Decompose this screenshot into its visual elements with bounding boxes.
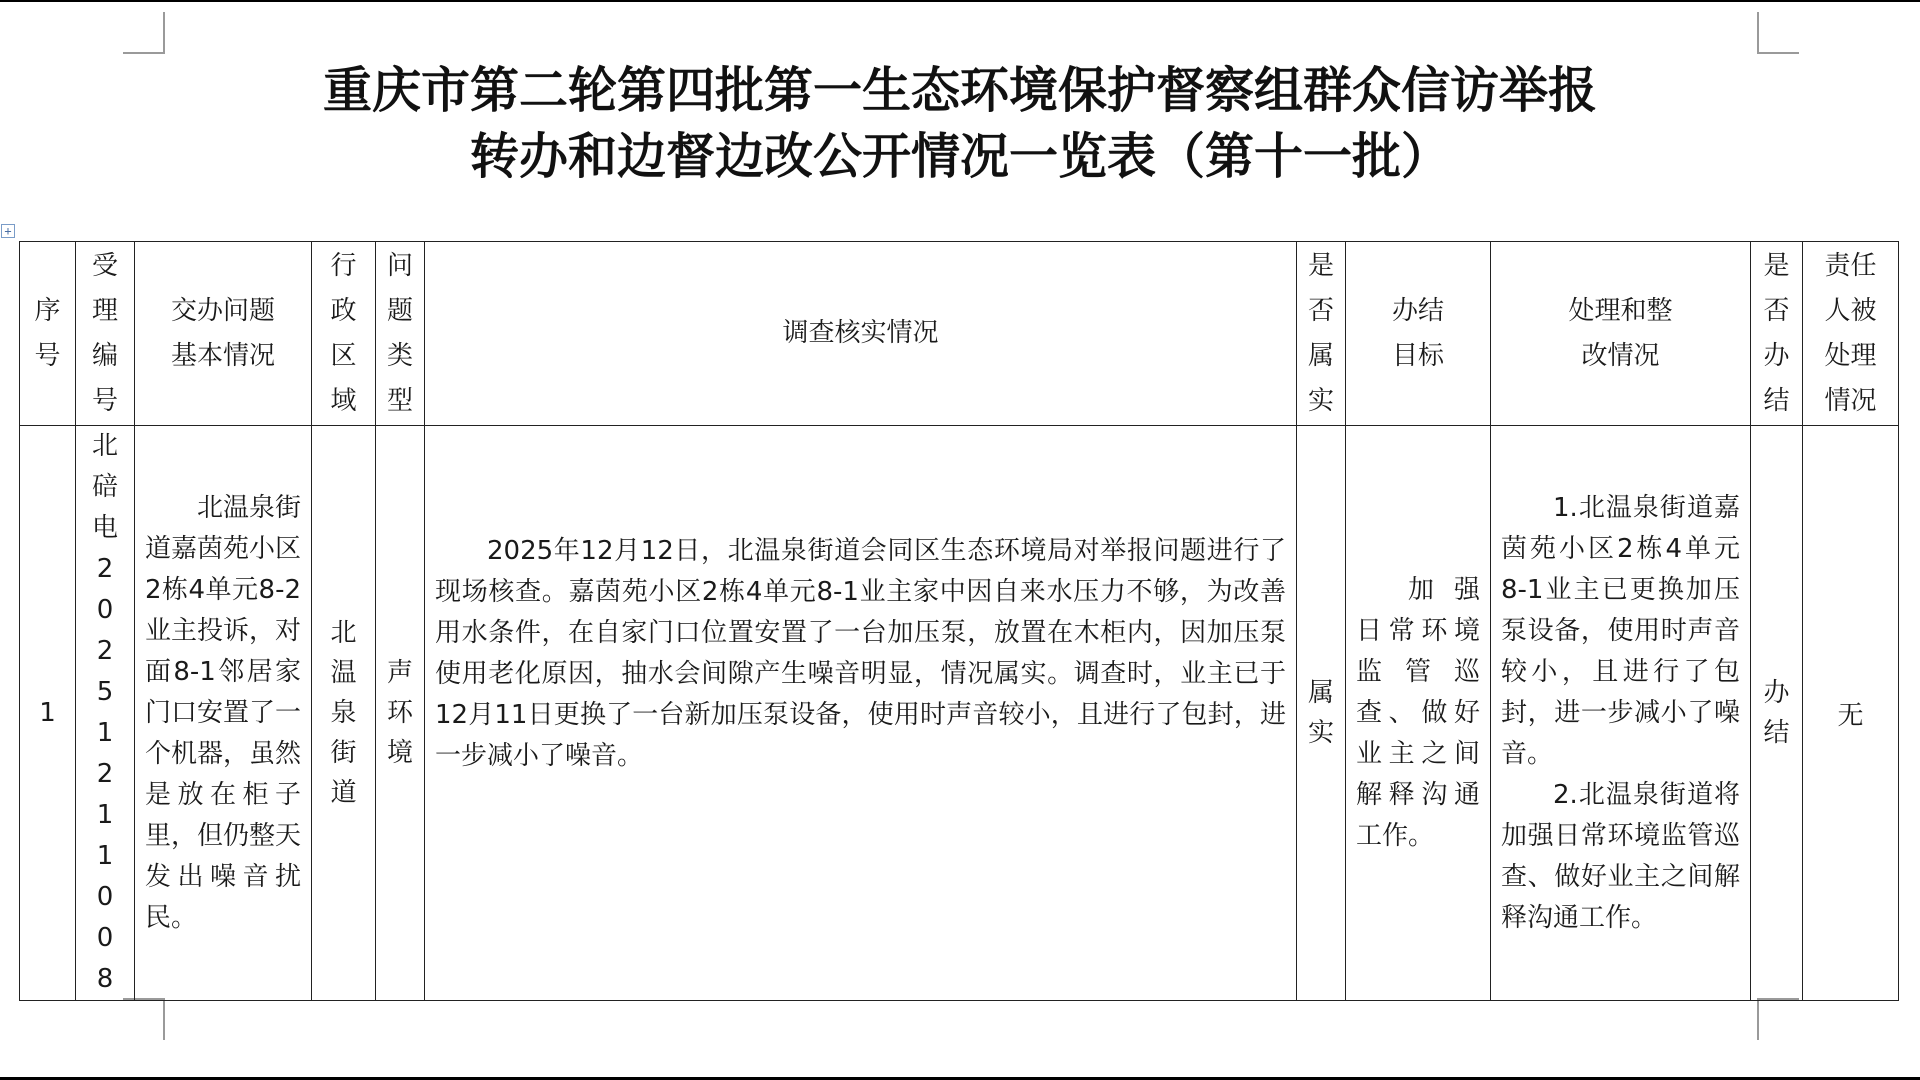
header-closed-text: 是否办结	[1763, 250, 1790, 416]
row-closed	[1751, 426, 1803, 1001]
header-seq	[20, 242, 76, 426]
row-investigation	[425, 426, 1297, 1001]
row-handling-text-1: 1.北温泉街道嘉茵苑小区2栋4单元8-1业主已更换加压泵设备，使用时声音较小，且进行了包封，进一步减小了噪音。	[1501, 492, 1740, 769]
row-case-no-text: 北碚电20251211008	[91, 431, 118, 994]
title-line-2: 转办和边督边改公开情况一览表（第十一批）	[469, 128, 1450, 185]
row-closed-text: 办结	[1763, 678, 1790, 748]
header-accountability	[1803, 242, 1899, 426]
header-seq-text: 序号	[34, 295, 61, 371]
header-type	[376, 242, 425, 426]
row-verified-text: 属实	[1308, 678, 1335, 748]
header-issue-text: 交办问题基本情况	[171, 295, 276, 371]
table-move-handle-icon[interactable]: +	[1, 224, 15, 238]
header-handling-text: 处理和整改情况	[1568, 295, 1673, 371]
top-border	[0, 0, 1920, 2]
row-case-no	[76, 426, 135, 1001]
row-region-text: 北温泉街道	[330, 618, 357, 808]
header-target-text: 办结目标	[1392, 295, 1445, 371]
title-line-1: 重庆市第二轮第四批第一生态环境保护督察组群众信访举报	[322, 62, 1597, 119]
document-title	[0, 58, 1920, 190]
header-region-text: 行政区域	[330, 250, 357, 416]
row-region	[312, 426, 376, 1001]
header-handling	[1491, 242, 1751, 426]
row-handling-text-2: 2.北温泉街道将加强日常环境监管巡查、做好业主之间解释沟通工作。	[1501, 779, 1740, 933]
row-investigation-text: 2025年12月12日，北温泉街道会同区生态环境局对举报问题进行了现场核查。嘉茵苑小区2栋4单元8-1业主家中因自来水压力不够，为改善用水条件，在自家门口位置安置了一台加压泵，放置在木柜内，因加压泵使用老化原因，抽水会间隙产生噪音明显，情况属实。调查时，业主已于12月11日更换了一台新加压泵设备，使用时声音较小，且进行了包封，进一步减小了噪音。	[435, 536, 1286, 771]
row-issue-text: 北温泉街道嘉茵苑小区2栋4单元8-2业主投诉，对面8-1邻居家门口安置了一个机器，虽然是放在柜子里，但仍整天发出噪音扰民。	[145, 492, 302, 933]
header-verified-text: 是否属实	[1308, 250, 1335, 416]
header-case-no	[76, 242, 135, 426]
row-type	[376, 426, 425, 1001]
header-verified	[1297, 242, 1346, 426]
row-issue	[135, 426, 312, 1001]
table-row	[20, 426, 1899, 1001]
report-table	[19, 241, 1899, 1001]
crop-mark-bottom-right	[1757, 998, 1799, 1040]
row-target-text: 加强日常环境监管巡查、做好业主之间解释沟通工作。	[1356, 574, 1480, 851]
header-accountability-text: 责任人被处理情况	[1824, 250, 1877, 416]
header-case-no-text: 受理编号	[92, 250, 119, 416]
row-seq: 1	[20, 426, 76, 1001]
row-accountability: 无	[1803, 426, 1899, 1001]
header-investigation-text: 调查核实情况	[782, 318, 939, 348]
row-target	[1346, 426, 1491, 1001]
header-region	[312, 242, 376, 426]
row-verified	[1297, 426, 1346, 1001]
header-target	[1346, 242, 1491, 426]
row-handling	[1491, 426, 1751, 1001]
crop-mark-top-left	[123, 12, 165, 54]
row-type-text: 声环境	[387, 658, 414, 768]
header-investigation	[425, 242, 1297, 426]
header-issue	[135, 242, 312, 426]
header-closed	[1751, 242, 1803, 426]
crop-mark-bottom-left	[123, 998, 165, 1040]
table-header-row	[20, 242, 1899, 426]
header-type-text: 问题类型	[387, 250, 414, 416]
crop-mark-top-right	[1757, 12, 1799, 54]
